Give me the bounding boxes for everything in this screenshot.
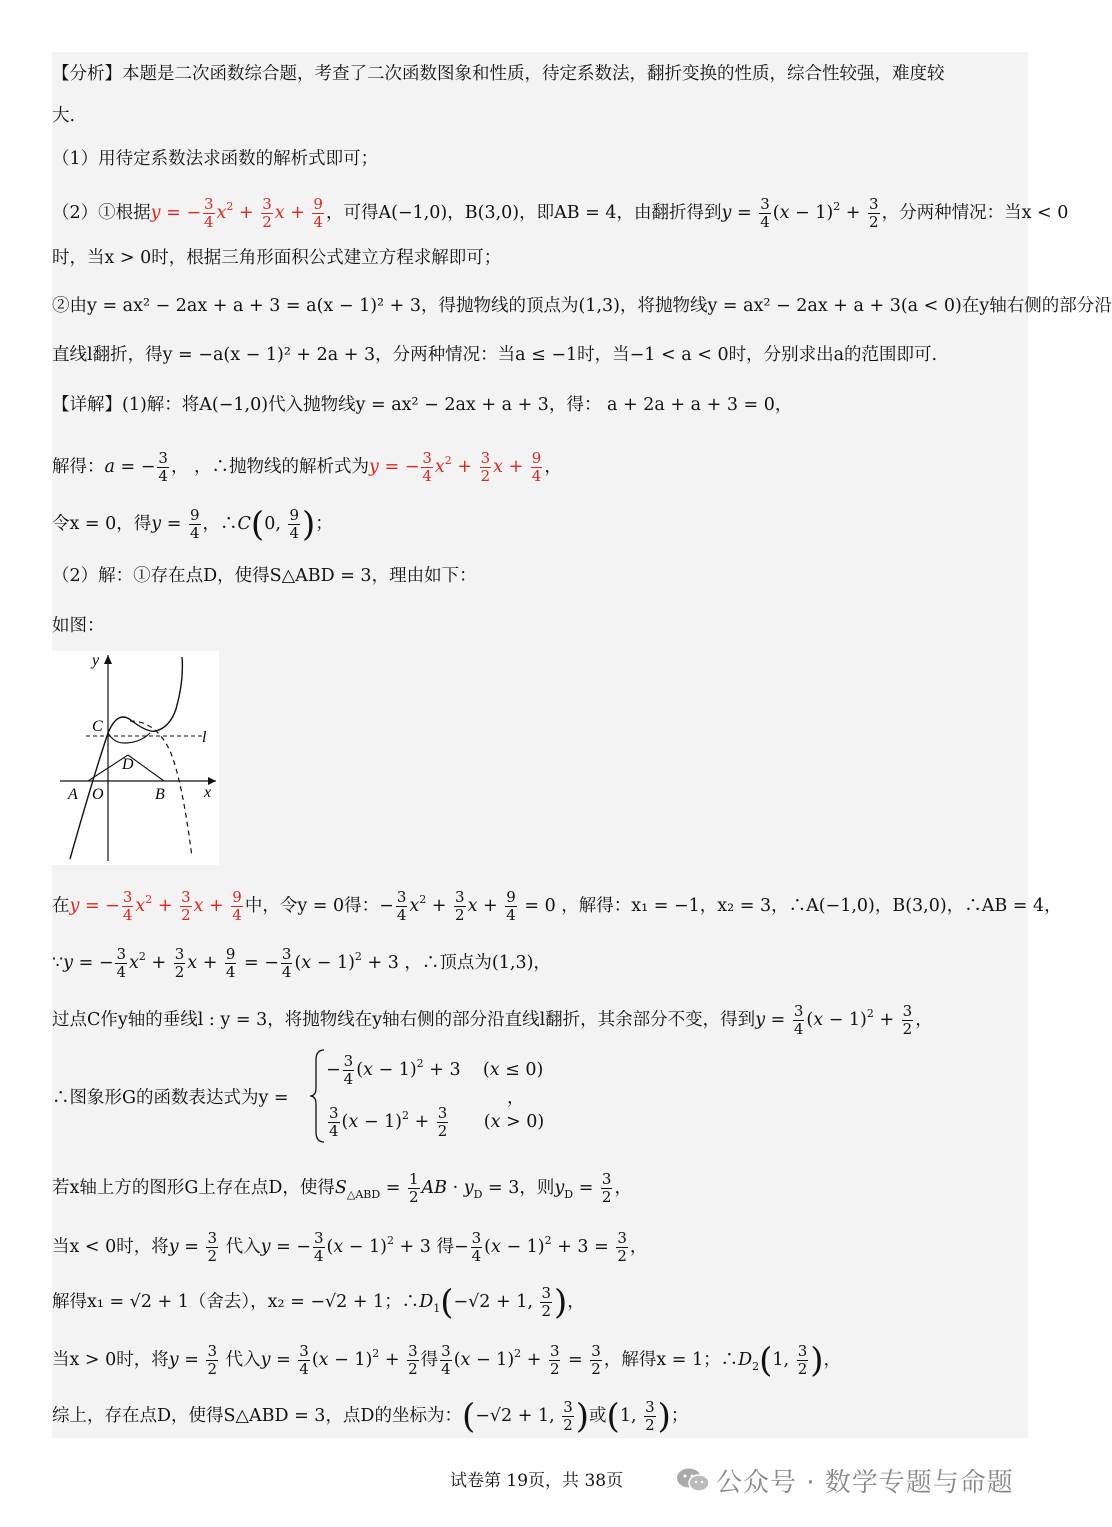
graph-svg [52,651,219,865]
label-d: D [122,756,134,773]
equation-1: a + 2a + a + 3 = 0 [607,395,775,415]
text: ，则 [519,1178,555,1198]
analysis-line-4: （2）①根据y = − $\frac{3}{4}$ $x^2$ + $\frac{3}{2}$ x + $\frac{9}{4}$ ，可得A(−1,0)，B(3,0)，即AB = 4，由翻折得到y = $\frac{3}{4}$ $(x - 1)^2$ + $\frac{3}{2}$ ，分两种情况：当x < 0 [52,195,1069,231]
area-condition: S△ABD = 3 [223,1406,326,1426]
text: （2）①根据 [52,203,151,223]
text: 解得 [52,1292,87,1312]
detail-line-7: ∵y = − $\frac{3}{4}$ $x^2$ + $\frac{3}{2}$ x + $\frac{9}{4}$ = − $\frac{3}{4}$ $(x - 1)^2 + 3$ ，∴顶点为(1,3)， [52,945,551,981]
detail-line-14: 综上，存在点D，使得S△ABD = 3，点D的坐标为：(−√2 + 1, $\frac{3}{2}$ )或(1, $\frac{3}{2}$ )； [52,1396,689,1437]
text: ，∴ [202,514,238,534]
text: ，∴A(−1,0)，B(3,0)，∴AB = 4， [771,896,1062,916]
text: 解得： [52,457,105,477]
text: 直线l翻折，得 [52,345,163,365]
text: ，得： [548,395,602,415]
parabola-a: y = ax² − 2ax + a + 3(a < 0) [707,296,962,316]
text: 当x < 0时，将 [52,1237,169,1257]
analysis-line-5: 时，当x > 0时，根据三角形面积公式建立方程求解即可； [52,248,502,268]
red-parabola-expression: y = − $\frac{3}{4}$ $x^2$ + $\frac{3}{2}$ x + $\frac{9}{4}$ [150,195,323,231]
point-a: A(−1,0) [378,203,448,223]
text: ；∴ [384,1292,420,1312]
text: ，得抛物线的顶点为(1,3)，将抛物线 [420,296,708,316]
label-c: C [92,718,103,735]
watermark-text: 公众号 · 数学专题与命题 [716,1468,1014,1498]
detail-line-11: 当x < 0时，将y = $\frac{3}{2}$ 代入y = − $\frac{3}{4}$ $(x - 1)^2 + 3$ 得− $\frac{3}{4}$ $(x - 1)^2 + 3$ = $\frac{3}{2}$ ， [52,1229,648,1265]
text: ，∴顶点为(1,3)， [404,953,551,973]
detail-line-12: 解得x₁ = √2 + 1（舍去），x₂ = −√2 + 1；$\therefore D_1(-√2 + 1$, $\frac{3}{2}$ )， [52,1282,585,1323]
text: 代入 [225,1237,261,1257]
detail-line-8: 过点C作y轴的垂线l : y = 3，将抛物线在y轴右侧的部分沿直线l翻折，其余部分不变，得到y = $\frac{3}{4}$ $(x - 1)^2$ + $\frac{3}{2}$ ， [52,1002,933,1038]
piecewise-case-1: − $\frac{3}{4}$ $(x - 1)^2 + 3$ (x ≤ 0) [326,1052,544,1088]
comma: ， [507,1088,525,1108]
text: ，解得x = 1；∴ [603,1350,739,1370]
text: 得 [420,1350,439,1370]
text: ，解得： [561,896,632,916]
label-b: B [155,786,165,803]
text: ∵ [52,953,64,973]
analysis-line-2: 大. [52,106,76,126]
root-x1: x₁ = √2 + 1 [87,1292,189,1312]
text: 令x = 0，得 [52,514,152,534]
text: ，即 [519,203,555,223]
detail-line-13: 当x > 0时，将y = $\frac{3}{2}$ 代入y = $\frac{3}{4}$ $(x - 1)^2$ + $\frac{3}{2}$ 得 $\frac{3}{4}$ $(x - 1)^2$ + $\frac{3}{2}$ = $\frac{3}{2}$ ，解得x = 1；$\therefore D_2(1$, $\frac{3}{2}$ )， [52,1340,841,1381]
graph-figure [52,651,219,865]
text: ，分两种情况：当a ≤ −1时，当−1 < a < 0时，分别求出a的范围即可. [375,345,938,365]
document-page [52,52,1112,1438]
label-o: O [92,786,104,803]
detail-line-1: 【详解】(1)解：将A(−1,0)代入抛物线y = ax² − 2ax + a + 3，得： a + 2a + a + 3 = 0， [52,395,793,415]
detail-line-2: 解得：a = − $\frac{3}{4}$ ， ，∴抛物线的解析式为y = − $\frac{3}{4}$ $x^2$ + $\frac{3}{2}$ x + $\frac{9}{4}$ ， [52,449,562,485]
vertex-form: y = ax² − 2ax + a + 3 = a(x − 1)² + 3 [87,296,421,316]
analysis-line-7 [52,343,937,367]
text: ，理由如下： [371,566,477,586]
piecewise-brace [310,1048,326,1144]
text: 在y轴右侧的部分沿 [961,296,1112,316]
page-footer: 试卷第 19页，共 38页 [450,1471,624,1491]
flipped-expression: y = −a(x − 1)² + 2a + 3 [162,345,376,365]
root-x2: x₂ = −√2 + 1 [267,1292,385,1312]
text: 得 [436,1237,454,1257]
point-b: B(3,0) [464,203,520,223]
text: 代入 [225,1350,261,1370]
text: 综上，存在点D，使得 [52,1406,224,1426]
parabola-general: y = ax² − 2ax + a + 3 [355,395,549,415]
roots: x₁ = −1，x₂ = 3 [631,896,772,916]
text: 【详解】(1)解：将A(−1,0)代入抛物线 [52,395,356,415]
piecewise-case-2: $\frac{3}{4}$ $(x - 1)^2$ + $\frac{3}{2}$ (x > 0) [329,1104,545,1140]
text: 中，令y = 0得： [244,896,380,916]
text: 或 [589,1406,607,1426]
area-condition: S△ABD = 3 [269,566,372,586]
text: ，可得 [325,203,379,223]
text: ，点D的坐标为： [325,1406,462,1426]
flipped-arc [108,733,150,743]
text: ∴图象形G的函数表达式为y = [52,1088,289,1108]
y-axis-arrow [104,655,112,664]
red-parabola-expression: y = − $\frac{3}{4}$ $x^2$ + $\frac{3}{2}$ x + $\frac{9}{4}$ [369,449,542,485]
wechat-icon [676,1467,710,1493]
text: 在 [52,896,70,916]
detail-line-3: 令x = 0，得y = $\frac{9}{4}$ ，∴C(0, $\frac{9}{4}$ )； [52,504,333,545]
text: ②由 [52,296,87,316]
text: ，∴抛物线的解析式为 [194,457,370,477]
label-y: y [92,652,100,669]
detail-line-10: 若x轴上方的图形G上存在点D，使得$S_{\triangle ABD}$ = $\frac{1}{2}$ AB · $y_D = 3$，则$y_D$ = $\frac{3}{2}$ ， [52,1170,632,1206]
text: 过点C作y轴的垂线l : y = 3，将抛物线在y轴右侧的部分沿直线l翻折，其余部分不变，得到 [52,1010,756,1030]
text: ，分两种情况：当 [881,203,1022,223]
analysis-line-1: 【分析】本题是二次函数综合题，考查了二次函数图象和性质，待定系数法，翻折变换的性质，综合性较强，难度较 [52,64,945,84]
text: ，由翻折得到 [616,203,722,223]
detail-line-4 [52,564,477,588]
label-a: A [68,786,78,803]
text: 若x轴上方的图形G上存在点D，使得 [52,1178,335,1198]
analysis-line-6 [52,294,1112,318]
label-l: l [202,729,207,746]
text: 当x > 0时，将 [52,1350,169,1370]
ab-length: AB = 4 [554,203,617,223]
detail-line-6: 在y = − $\frac{3}{4}$ $x^2$ + $\frac{3}{2}$ x + $\frac{9}{4}$ 中，令y = 0得：− $\frac{3}{4}$ $x^2$ + $\frac{3}{2}$ x + $\frac{9}{4}$ = 0 ，解得：x₁ = −1，x₂ = 3，∴A(−1,0)，B(3,0)，∴AB = 4， [52,888,1062,924]
detail-line-9 [52,1086,289,1110]
detail-line-5: 如图： [52,616,105,636]
analysis-line-3: （1）用待定系数法求函数的解析式即可； [52,149,379,169]
text: （舍去）， [188,1292,268,1312]
text: （2）解：①存在点D，使得 [52,566,270,586]
red-parabola-expression: y = − $\frac{3}{4}$ $x^2$ + $\frac{3}{2}$ x + $\frac{9}{4}$ [69,888,242,924]
x-lt-0: x < 0 [1021,203,1069,223]
label-x: x [204,784,212,801]
